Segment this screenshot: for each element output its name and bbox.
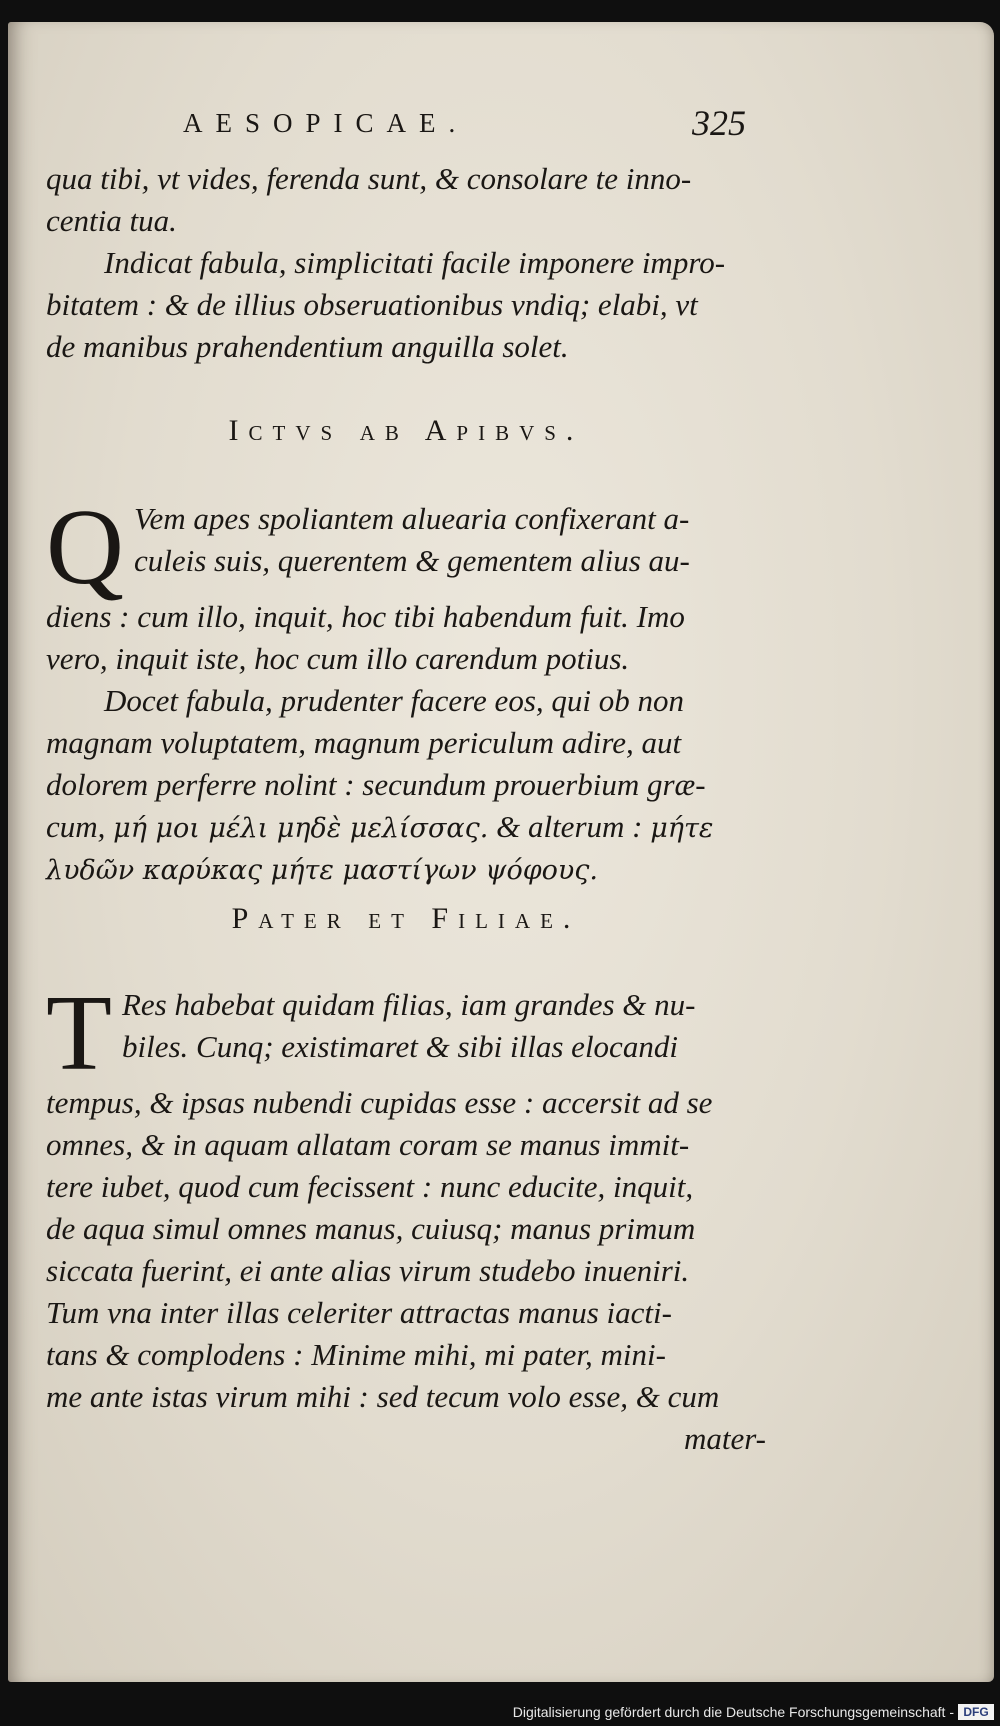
greek-quote: μή μοι μέλι μηδὲ μελίσσας. (113, 813, 489, 844)
catchword: mater- (683, 1421, 766, 1456)
page-header (8, 102, 994, 152)
text-line: siccata fuerint, ei ante alias virum studebo inueniri. (46, 1253, 690, 1288)
text-line: tempus, & ipsas nubendi cupidas esse : accersit ad se (46, 1085, 713, 1120)
greek-line (46, 806, 766, 850)
text-line: tere iubet, quod cum fecissent : nunc educite, inquit, (46, 1169, 694, 1204)
text-line: qua tibi, vt vides, ferenda sunt, & consolare te inno- (46, 161, 692, 196)
book-page (8, 22, 994, 1682)
text-line: de manibus prahendentium anguilla solet. (46, 329, 569, 364)
text-line: Indicat fabula, simplicitati facile imponere impro- (104, 245, 726, 280)
footer-bar (0, 1700, 1000, 1726)
text-line: me ante istas virum mihi : sed tecum volo esse, & cum (46, 1379, 720, 1414)
text-line: diens : cum illo, inquit, hoc tibi habendum fuit. Imo (46, 599, 685, 634)
text-line: bitatem : & de illius obseruationibus vndiq; elabi, vt (46, 287, 698, 322)
footer-credit: Digitalisierung gefördert durch die Deutsche Forschungsgemeinschaft - (512, 1704, 954, 1720)
text-line: centia tua. (46, 203, 177, 238)
text-line: biles. Cunq; existimaret & sibi illas elocandi (121, 1029, 678, 1064)
greek-quote: μήτε (650, 813, 714, 844)
text-fragment: cum, (46, 809, 106, 844)
text-line: Res habebat quidam filias, iam grandes & nu- (121, 987, 696, 1022)
text-line: de aqua simul omnes manus, cuiusq; manus primum (46, 1211, 696, 1246)
page-number: 325 (692, 103, 746, 143)
section-body-ictus (46, 488, 766, 892)
dfg-logo: DFG (958, 1704, 994, 1720)
section-body-pater (46, 974, 766, 1460)
text-line: culeis suis, querentem & gementem alius au- (134, 543, 690, 578)
text-line: vero, inquit iste, hoc cum illo carendum potius. (46, 641, 630, 676)
text-line: Vem apes spoliantem aluearia confixerant a- (134, 501, 690, 536)
text-line: dolorem perferre nolint : secundum prouerbium græ- (46, 767, 706, 802)
text-line: Docet fabula, prudenter facere eos, qui ob non (104, 683, 684, 718)
text-line: Tum vna inter illas celeriter attractas manus iacti- (46, 1295, 672, 1330)
paragraph-continuation (46, 158, 766, 368)
section-title-pater: Pater et Filiae. (231, 902, 581, 935)
section-title-ictus: Ictvs ab Apibvs. (228, 414, 584, 447)
greek-line: λυδῶν καρύκας μήτε μαστίγων ψόφους. (46, 855, 598, 886)
text-line: magnam voluptatem, magnum periculum adire, aut (46, 725, 682, 760)
drop-cap: T (46, 974, 112, 1093)
drop-cap: Q (46, 488, 124, 607)
text-line: tans & complodens : Minime mihi, mi pater, mini- (46, 1337, 666, 1372)
text-fragment: & alterum : (496, 809, 643, 844)
running-head: AESOPICAE. (183, 108, 469, 138)
text-line: omnes, & in aquam allatam coram se manus immit- (46, 1127, 690, 1162)
